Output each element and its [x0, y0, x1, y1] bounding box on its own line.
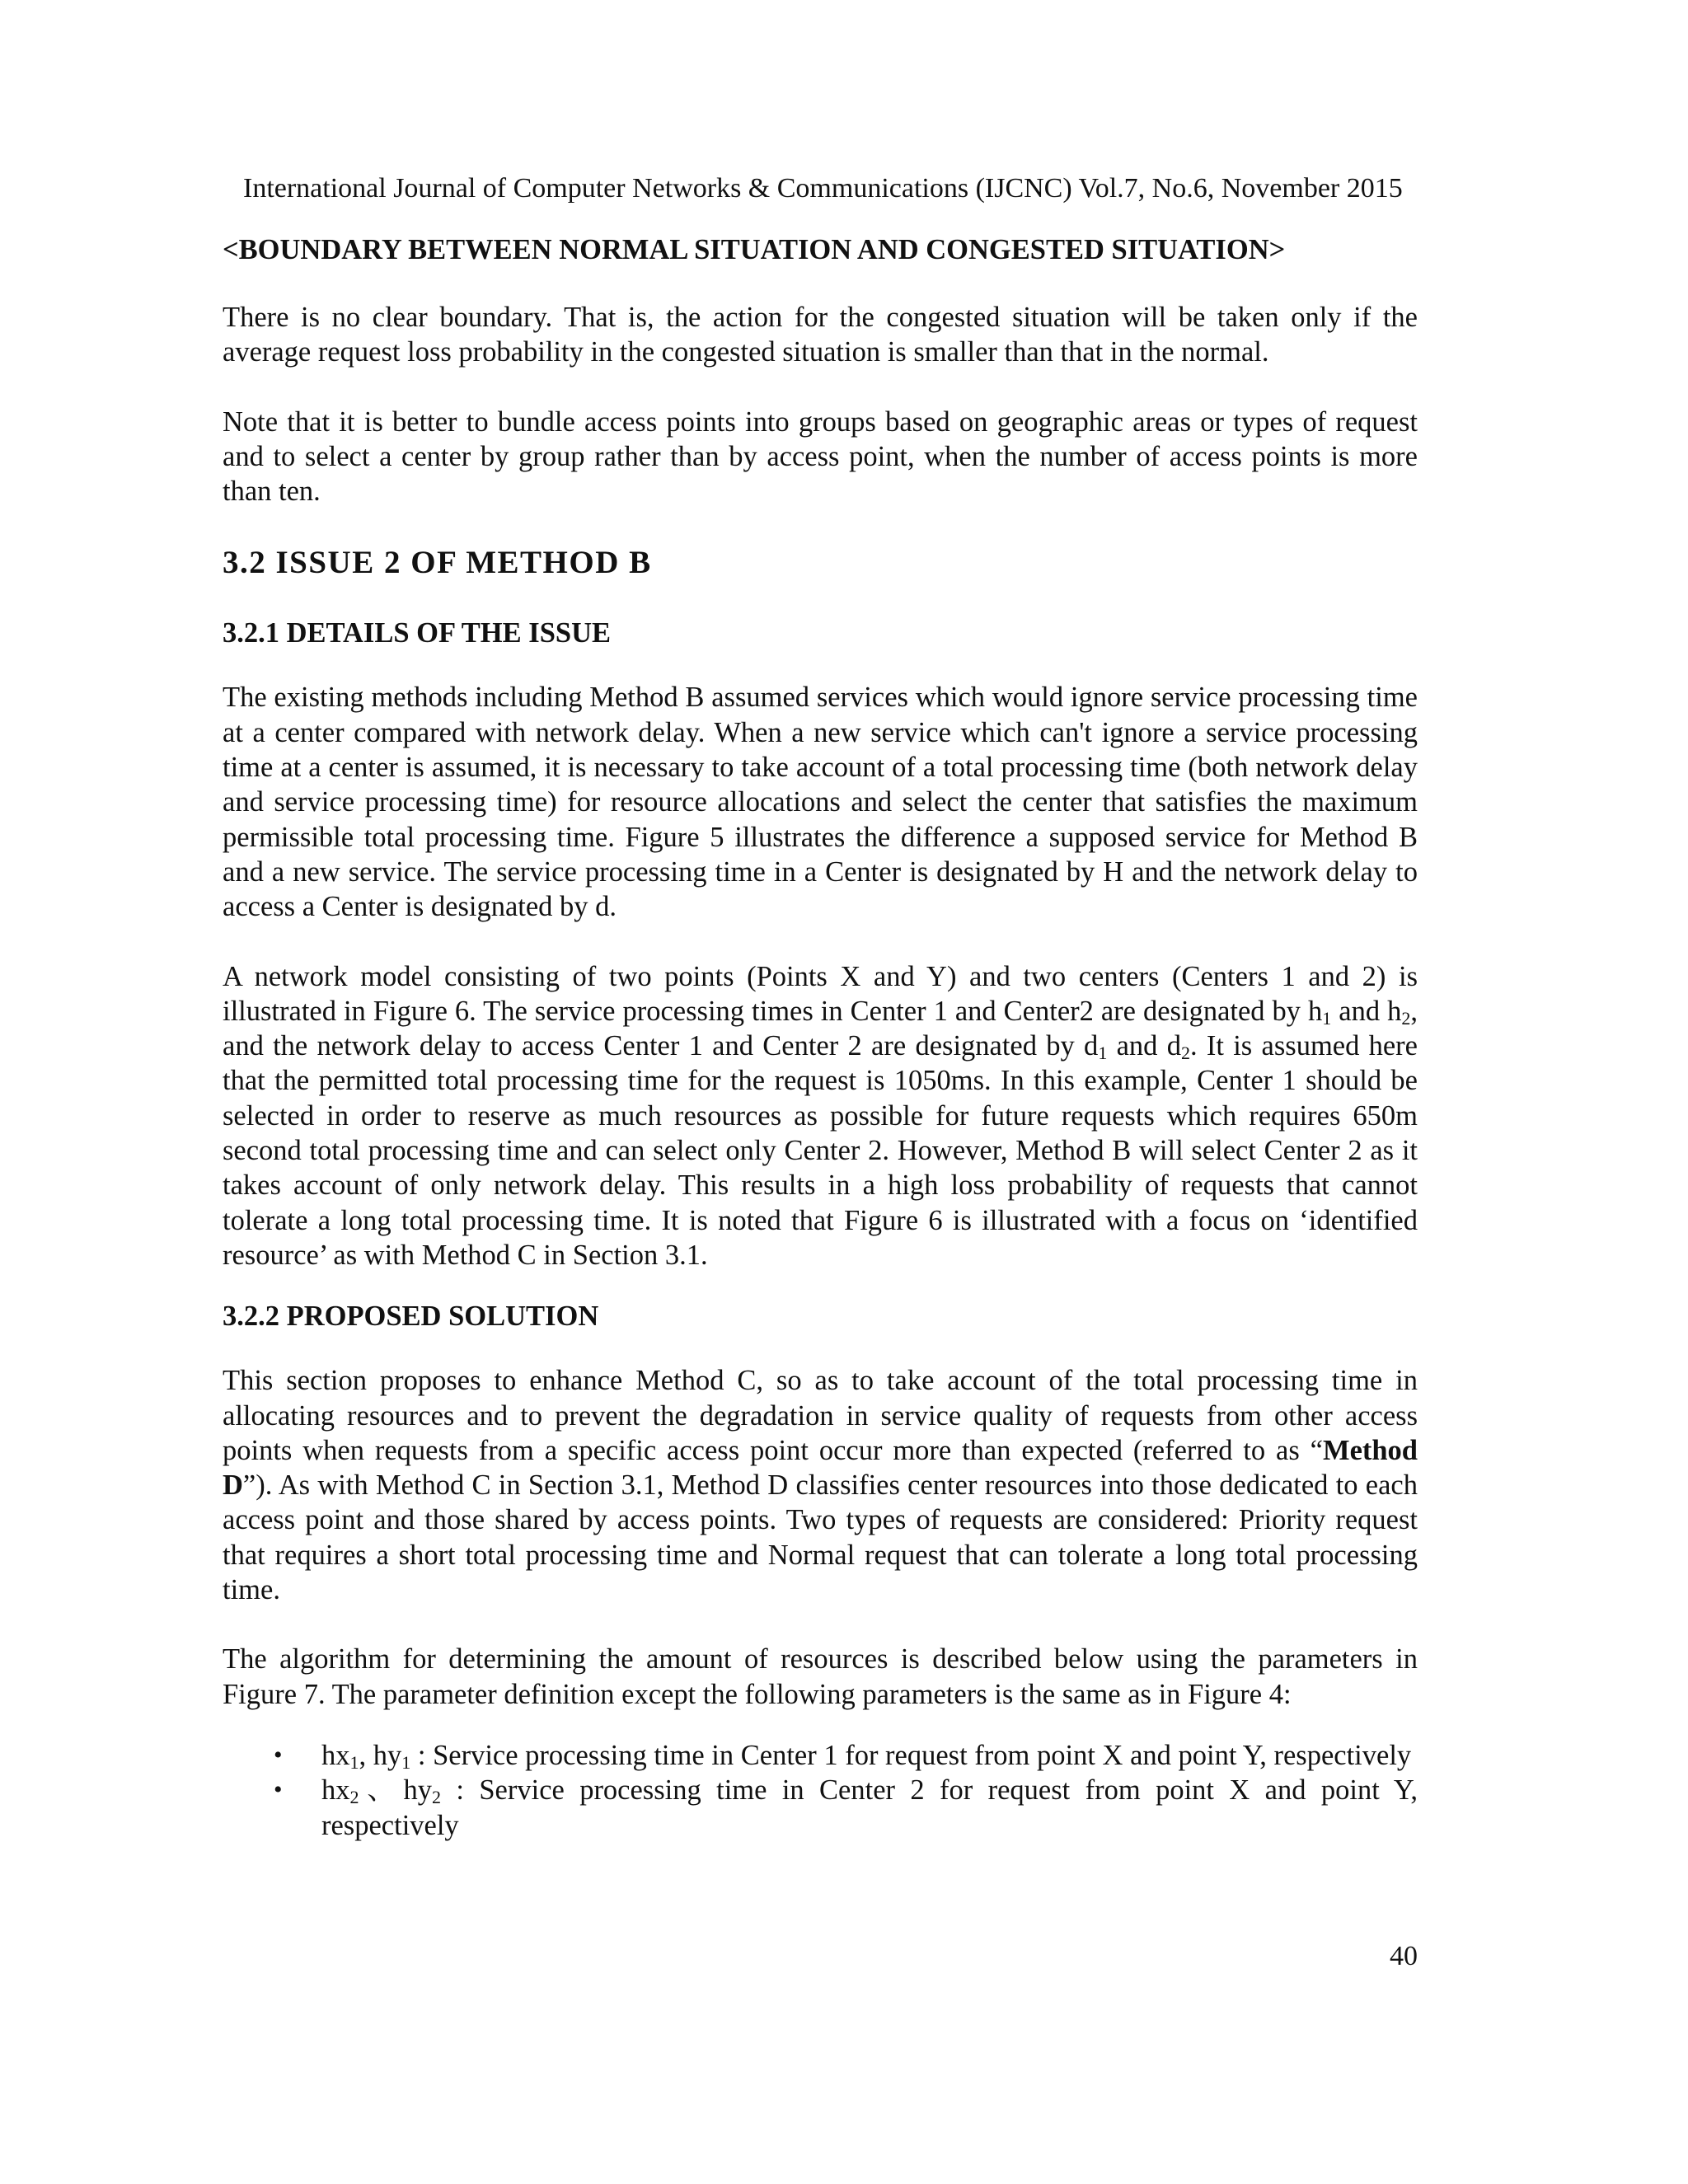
text-run: , and the network delay to access Center 1 and Center 2 are designated by d: [223, 995, 1418, 1062]
param-name: hy: [403, 1774, 433, 1807]
section-heading-3-2-1: 3.2.1 DETAILS OF THE ISSUE: [223, 617, 612, 649]
param-name: hx: [321, 1739, 350, 1771]
separator: 、: [359, 1774, 404, 1807]
param-description: : Service processing time in Center 2 for request from point X and point Y, respectively: [321, 1774, 1418, 1841]
running-header: International Journal of Computer Networks & Communications (IJCNC) Vol.7, No.6, November 2015: [243, 173, 1403, 204]
subscript: 1: [349, 1751, 359, 1773]
boundary-heading: <BOUNDARY BETWEEN NORMAL SITUATION AND CONGESTED SITUATION>: [223, 234, 1286, 265]
param-description: : Service processing time in Center 1 for request from point X and point Y, respectively: [410, 1739, 1412, 1771]
text-run: and d: [1107, 1030, 1181, 1062]
subscript: 1: [1322, 1007, 1332, 1029]
subscript: 2: [349, 1787, 359, 1808]
subscript: 1: [401, 1751, 411, 1773]
subscript: 2: [432, 1787, 442, 1808]
list-item: [223, 1738, 1418, 1773]
text-run: A network model consisting of two points (Points X and Y) and two centers (Centers 1 and 2) is illustrated in Figure 6. The service processing times in Center 1 and Center2 are designated by h: [223, 960, 1418, 1027]
text-run: This section proposes to enhance Method C, so as to take account of the total processing time in allocating resources and to prevent the degradation in service quality of requests from other access points when requests from a specific access point occur more than expected (referred to as “: [223, 1365, 1418, 1466]
list-item: [223, 1773, 1418, 1843]
method-d-term: Method D: [223, 1434, 1418, 1502]
paragraph-proposed-solution: [223, 1363, 1418, 1607]
bullet-icon: •: [274, 1741, 283, 1769]
parameter-list: [223, 1738, 1418, 1843]
param-name: hx: [321, 1774, 350, 1807]
page-content: [223, 232, 1418, 1843]
text-run: and h: [1331, 995, 1402, 1027]
section-heading-3-2: 3.2 ISSUE 2 OF METHOD B: [223, 545, 652, 581]
param-name: hy: [373, 1739, 402, 1771]
bullet-icon: •: [274, 1776, 283, 1804]
paragraph-network-model: [223, 959, 1418, 1273]
paragraph-issue-details: The existing methods including Method B assumed services which would ignore service processing time at a center compared with network delay. When a new service which can't ignore a service processing time at a center is assumed, it is necessary to take account of a total processing time (both network delay and service processing time) for resource allocations and select the center that satisfies the maximum permissible total processing time. Figure 5 illustrates the difference a supposed service for Method B and a new service. The service processing time in a Center is designated by H and the network delay to access a Center is designated by d.: [223, 682, 1418, 923]
paragraph-note: Note that it is better to bundle access points into groups based on geographic areas or types of request and to select a center by group rather than by access point, when the number of access points is more than ten.: [223, 405, 1418, 508]
separator: ,: [359, 1739, 373, 1771]
subscript: 2: [1180, 1043, 1190, 1064]
subscript: 1: [1098, 1043, 1108, 1064]
paragraph-algorithm: The algorithm for determining the amount of resources is described below using the parameters in Figure 7. The parameter definition except the following parameters is the same as in Figure 4:: [223, 1643, 1418, 1710]
page-number: 40: [1390, 1941, 1418, 1971]
text-run: ”). As with Method C in Section 3.1, Method D classifies center resources into those dedicated to each access point and those shared by access points. Two types of requests are considered: Priority request that requires a short total processing time and Normal request that can tolerate a long total processing time.: [223, 1469, 1418, 1606]
section-heading-3-2-2: 3.2.2 PROPOSED SOLUTION: [223, 1301, 599, 1333]
subscript: 2: [1401, 1007, 1411, 1029]
paragraph-boundary: There is no clear boundary. That is, the action for the congested situation will be taken only if the average request loss probability in the congested situation is smaller than that in the normal.: [223, 302, 1418, 368]
text-run: . It is assumed here that the permitted total processing time for the request is 1050ms. In this example, Center 1 should be selected in order to reserve as much resources as possible for future requests which requires 650m second total processing time and can select only Center 2. However, Method B will select Center 2 as it takes account of only network delay. This results in a high loss probability of requests that cannot tolerate a long total processing time. It is noted that Figure 6 is illustrated with a focus on ‘identified resource’ as with Method C in Section 3.1.: [223, 1030, 1418, 1271]
